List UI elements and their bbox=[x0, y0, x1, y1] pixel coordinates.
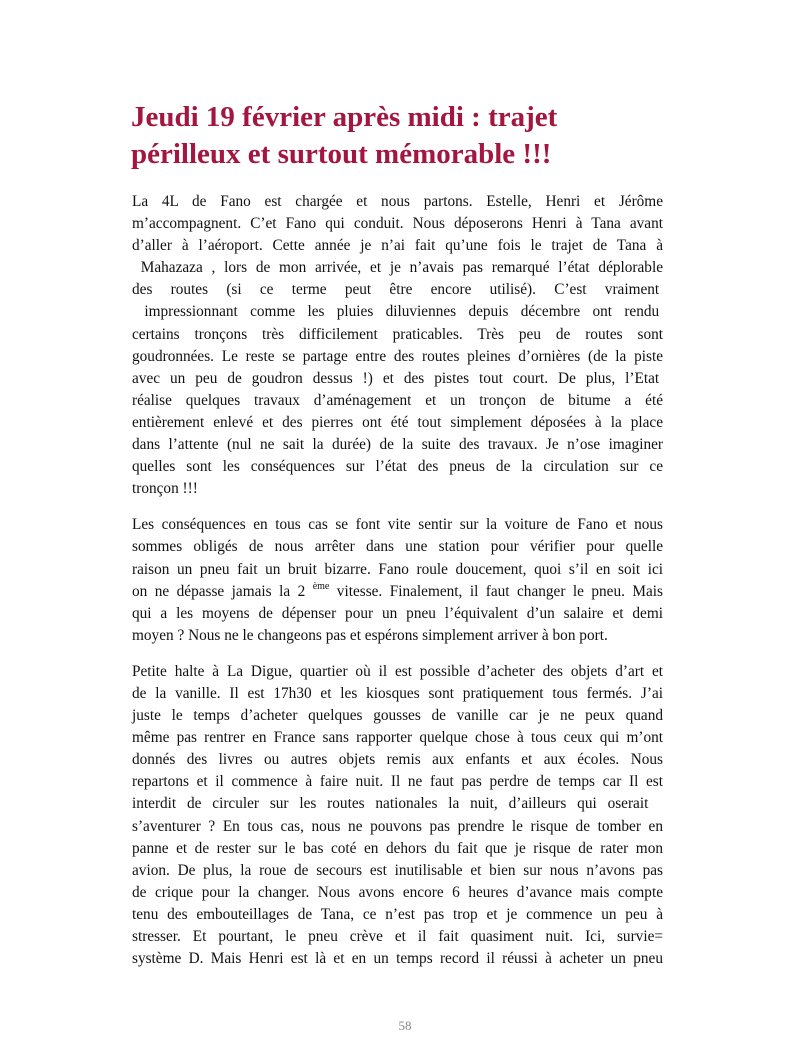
page-number: 58 bbox=[398, 1018, 412, 1033]
text-line: des routes (si ce terme peut être encore utilisé). C’est vraiment bbox=[132, 281, 663, 299]
text-line: système D. Mais Henri est là et en un temps record il réussi à acheter un pneu bbox=[132, 950, 663, 968]
text-line: La 4L de Fano est chargée et nous partons. Estelle, Henri et Jérôme bbox=[132, 193, 663, 210]
text-line: avec un peu de goudron dessus !) et des pistes tout court. De plus, l’Etat bbox=[132, 369, 663, 387]
paragraph bbox=[132, 661, 663, 970]
text-line: m’accompagnent. C’et Fano qui conduit. Nous déposerons Henri à Tana avant bbox=[132, 215, 663, 233]
superscript: ème bbox=[312, 580, 330, 592]
text-line: réalise quelques travaux d’aménagement et un tronçon de bitume a été bbox=[132, 391, 663, 409]
text-line: même pas rentrer en France sans rapporter quelque chose à tous ceux qui m’ont bbox=[132, 729, 663, 747]
text-segment: vitesse. Finalement, il faut changer le pneu. Mais bbox=[329, 582, 663, 600]
text-line: avion. De plus, la roue de secours est inutilisable et bien sur nous n’avons pas bbox=[132, 861, 663, 879]
text-line: stresser. Et pourtant, le pneu crève et il fait quasiment nuit. Ici, survie= bbox=[132, 928, 663, 945]
text-line: qui a les moyens de dépenser pour un pneu l’équivalent d’un salaire et demi bbox=[132, 604, 663, 622]
text-line: Mahazaza , lors de mon arrivée, et je n’avais pas remarqué l’état déplorable bbox=[132, 259, 663, 277]
text-line: Petite halte à La Digue, quartier où il est possible d’acheter des objets d’art et bbox=[132, 662, 663, 680]
text-line: sommes obligés de nous arrêter dans une station pour vérifier pour quelle bbox=[132, 538, 663, 556]
text-line: impressionnant comme les pluies diluviennes depuis décembre ont rendu bbox=[132, 303, 663, 321]
text-line: s’aventurer ? En tous cas, nous ne pouvons pas prendre le risque de tomber en bbox=[132, 817, 663, 835]
document-body bbox=[132, 191, 663, 984]
text-line: tronçon !!! bbox=[132, 480, 198, 498]
text-line: certains tronçons très difficilement praticables. Très peu de routes sont bbox=[132, 325, 663, 343]
text-line: quelles sont les conséquences sur l’état des pneus de la circulation sur ce bbox=[132, 458, 663, 476]
text-line: tenu des embouteillages de Tana, ce n’est pas trop et je commence un peu à bbox=[132, 905, 663, 923]
text-line: panne et de rester sur le bas coté en dehors du fait que je risque de rater mon bbox=[132, 839, 663, 857]
text-line: dans l’attente (nul ne sait la durée) de la suite des travaux. Je n’ose imaginer bbox=[132, 436, 663, 454]
title-line: Jeudi 19 février après midi : trajet bbox=[131, 101, 558, 133]
text-line: moyen ? Nous ne le changeons pas et espérons simplement arriver à bon port. bbox=[132, 626, 608, 644]
text-line: entièrement enlevé et des pierres ont été tout simplement déposées à la place bbox=[132, 413, 663, 431]
text-segment: on ne dépasse jamais la 2 bbox=[132, 582, 313, 600]
text-line bbox=[132, 581, 663, 603]
text-line: interdit de circuler sur les routes nationales la nuit, d’ailleurs qui oserait bbox=[132, 795, 663, 813]
text-line: goudronnées. Le reste se partage entre des routes pleines d’ornières (de la piste bbox=[132, 347, 663, 365]
page-title bbox=[131, 99, 691, 173]
text-line: de crique pour la changer. Nous avons encore 6 heures d’avance mais compte bbox=[132, 883, 663, 901]
text-line: donnés des livres ou autres objets remis aux enfants et aux écoles. Nous bbox=[132, 751, 663, 769]
text-line: Les conséquences en tous cas se font vite sentir sur la voiture de Fano et nous bbox=[132, 516, 663, 534]
text-line: repartons et il commence à faire nuit. Il ne faut pas perdre de temps car Il est bbox=[132, 773, 663, 791]
paragraph bbox=[132, 191, 663, 500]
text-line: juste le temps d’acheter quelques gousses de vanille car je ne peux quand bbox=[132, 707, 663, 725]
text-line: d’aller à l’aéroport. Cette année je n’ai fait qu’une fois le trajet de Tana à bbox=[132, 237, 663, 255]
title-line: périlleux et surtout mémorable !!! bbox=[131, 138, 552, 170]
paragraph bbox=[132, 514, 663, 647]
text-line: raison un pneu fait un bruit bizarre. Fano roule doucement, quoi s’il en soit ici bbox=[132, 560, 663, 578]
text-line: de la vanille. Il est 17h30 et les kiosques sont pratiquement tous fermés. J’ai bbox=[132, 684, 663, 702]
